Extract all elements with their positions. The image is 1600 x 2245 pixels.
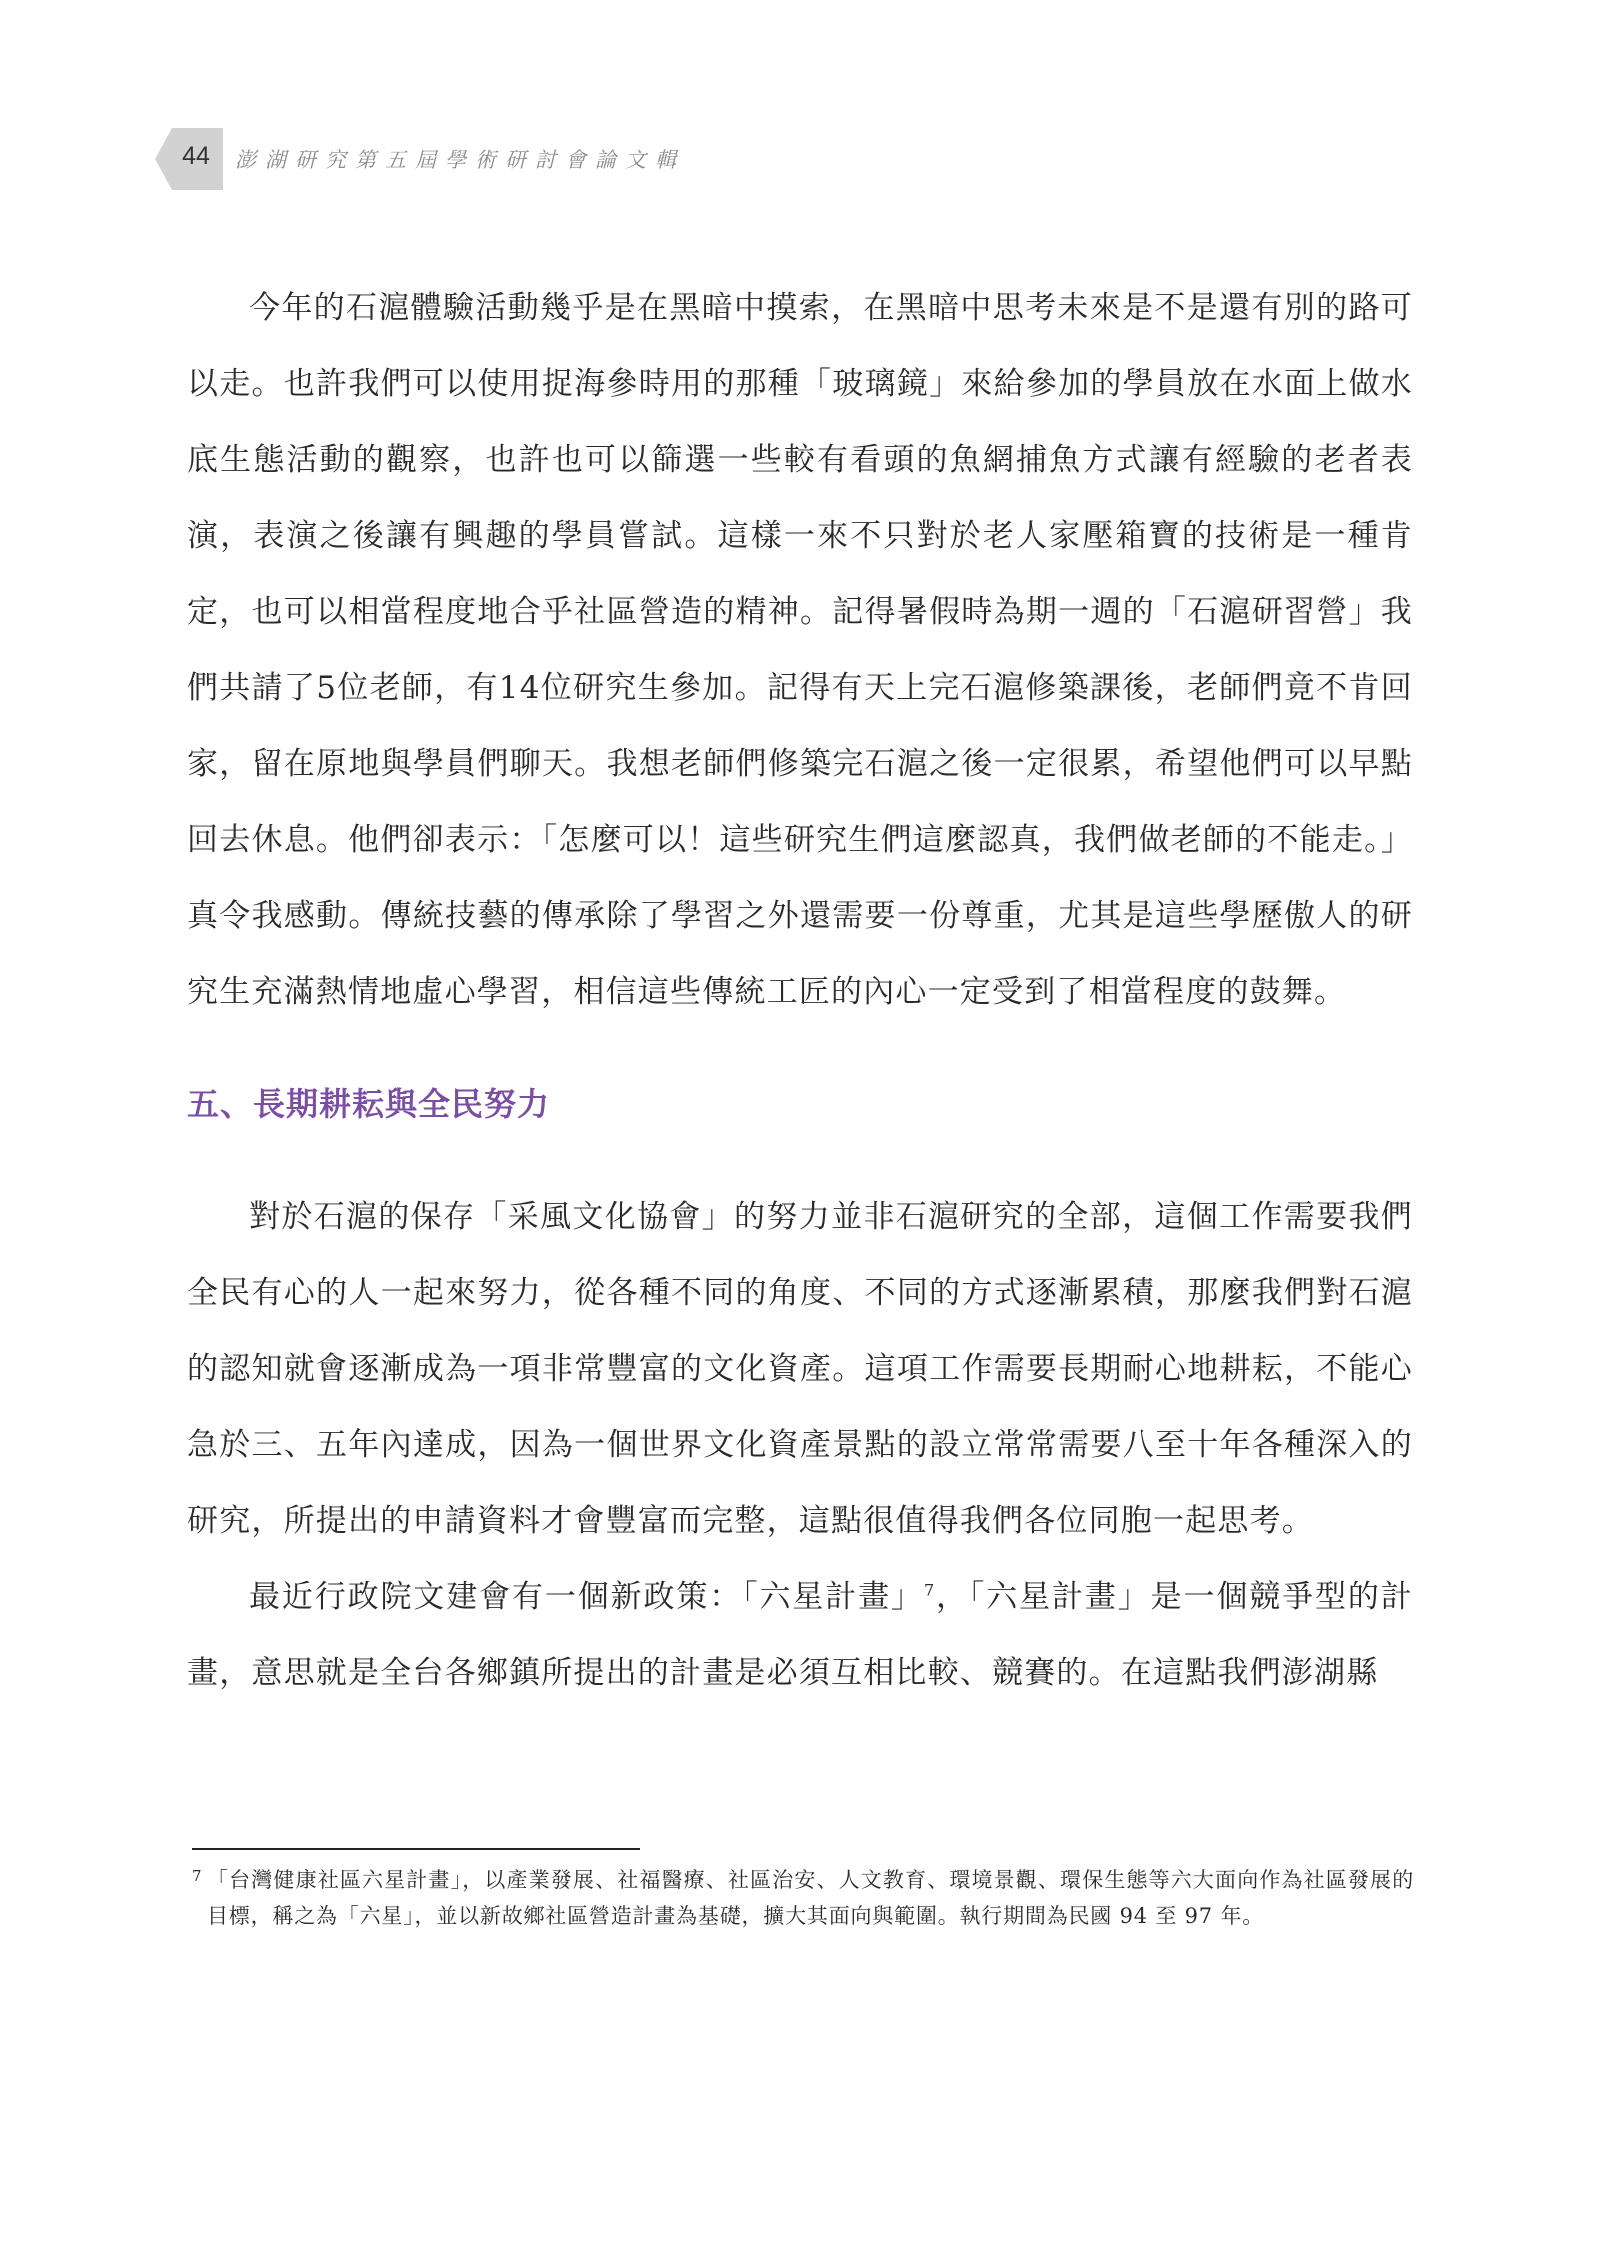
page-header [155,128,755,188]
page-number: 44 [182,142,210,170]
paragraph-1: 今年的石滬體驗活動幾乎是在黑暗中摸索，在黑暗中思考未來是不是還有別的路可以走。也許我們可以使用捉海參時用的那種「玻璃鏡」來給參加的學員放在水面上做水底生態活動的觀察，也許也可以篩選一些較有看頭的魚網捕魚方式讓有經驗的老者表演，表演之後讓有興趣的學員嘗試。這樣一來不只對於老人家壓箱寶的技術是一種肯定，也可以相當程度地合乎社區營造的精神。記得暑假時為期一週的「石滬研習營」我們共請了5位老師，有14位研究生參加。記得有天上完石滬修築課後，老師們竟不肯回家，留在原地與學員們聊天。我想老師們修築完石滬之後一定很累，希望他們可以早點回去休息。他們卻表示：「怎麼可以！這些研究生們這麼認真，我們做老師的不能走。」真令我感動。傳統技藝的傳承除了學習之外還需要一份尊重，尤其是這些學歷傲人的研究生充滿熱情地虛心學習，相信這些傳統工匠的內心一定受到了相當程度的鼓舞。 [187,290,1413,1010]
paragraph-3 [187,1559,1413,1711]
body-content [187,270,1413,1711]
footnote-divider [192,1848,640,1850]
section-heading: 五、長期耕耘與全民努力 [187,1085,551,1123]
footnote-marker: 7 [192,1867,203,1885]
footnote-reference[interactable]: 7 [923,1580,936,1600]
paragraph-2: 對於石滬的保存「采風文化協會」的努力並非石滬研究的全部，這個工作需要我們全民有心的人一起來努力，從各種不同的角度、不同的方式逐漸累積，那麼我們對石滬的認知就會逐漸成為一項非常豐富的文化資產。這項工作需要長期耐心地耕耘，不能心急於三、五年內達成，因為一個世界文化資產景點的設立常常需要八至十年各種深入的研究，所提出的申請資料才會豐富而完整，這點很值得我們各位同胞一起思考。 [187,1199,1413,1539]
paragraph-3-text-a: 最近行政院文建會有一個新政策：「六星計畫」 [249,1579,924,1615]
footnote [192,1862,1414,1934]
running-title: 澎湖研究第五屆學術研討會論文輯 [235,148,685,172]
paragraph-3-text-b: ，「六星計畫」是一個競爭型的計畫，意思就是全台各鄉鎮所提出的計畫是必須互相比較、競賽的。在這點我們澎湖縣 [187,1579,1413,1691]
footnote-text: 「台灣健康社區六星計畫」，以產業發展、社福醫療、社區治安、人文教育、環境景觀、環保生態等六大面向作為社區發展的目標，稱之為「六星」，並以新故鄉社區營造計畫為基礎，擴大其面向與範圍。執行期間為民國 94 至 97 年。 [207,1868,1414,1928]
